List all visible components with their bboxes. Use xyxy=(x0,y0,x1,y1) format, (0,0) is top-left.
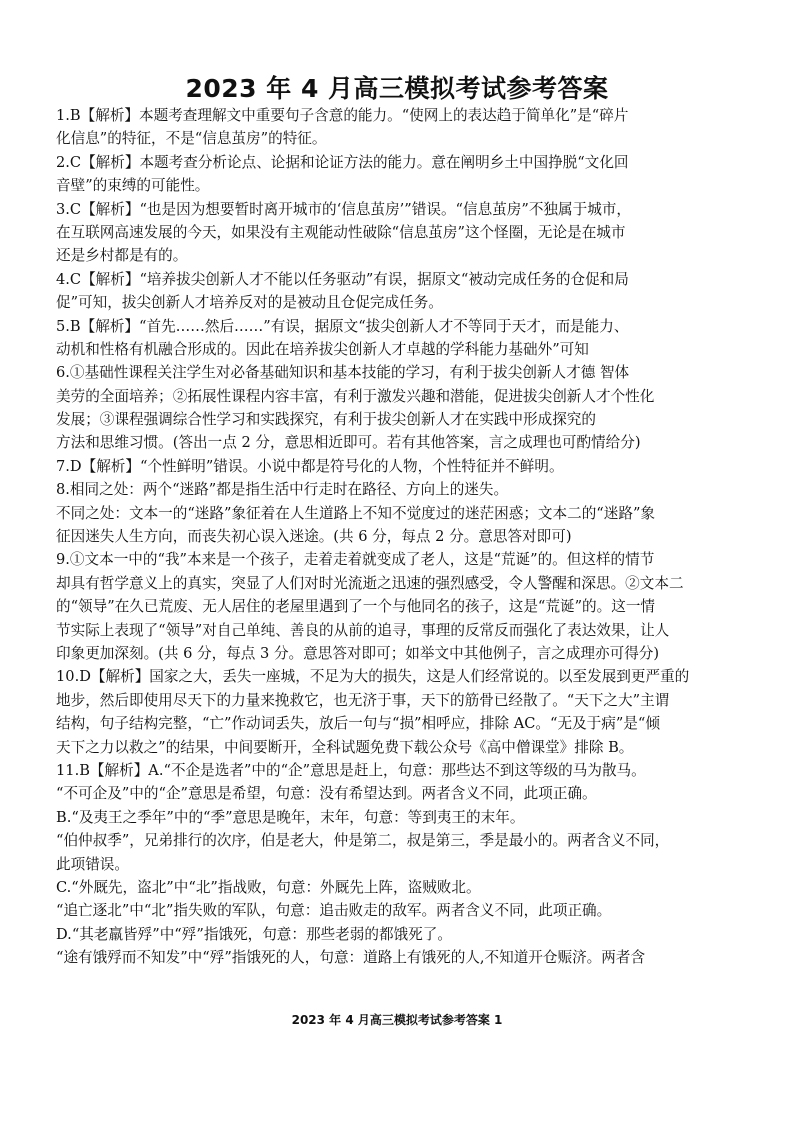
text-line: 美劳的全面培养；②拓展性课程内容丰富，有利于激发兴趣和潜能，促进拔尖创新人才个性化 xyxy=(56,387,655,405)
text-line: 发展；③课程强调综合性学习和实践探究，有利于拔尖创新人才在实践中形成探究的 xyxy=(56,411,596,429)
text-line: 动机和性格有机融合形成的。因此在培养拔尖创新人才卓越的学科能力基础外”可知 xyxy=(56,340,589,358)
text-line: 方法和思维习惯。(答出一点 2 分，意思相近即可。若有其他答案，言之成理也可酌情给分) xyxy=(56,434,641,452)
text-line: 4.C【解析】“培养拔尖创新人才不能以任务驱动”有误，据原文“被动完成任务的仓促和局 xyxy=(56,270,629,288)
text-line: “伯仲叔季”，兄弟排行的次序，伯是老大，仲是第二，叔是第三，季是最小的。两者含义不同， xyxy=(56,832,670,850)
text-line: 音壁”的束缚的可能性。 xyxy=(56,177,210,195)
text-line: 天下之力以救之”的结果，中间要断开，全科试题免费下载公众号《高中僧课堂》排除 B。 xyxy=(56,738,634,756)
text-line: 10.D【解析】国家之大，丢失一座城，不足为大的损失，这是人们经常说的。以至发展到更严重的 xyxy=(56,668,690,686)
text-line: 1.B【解析】本题考查理解文中重要句子含意的能力。“使网上的表达趋于简单化”是“碎片 xyxy=(56,107,629,124)
text-line: 却具有哲学意义上的真实，突显了人们对时光流逝之迅速的强烈感受，令人警醒和深思。②文本二 xyxy=(56,574,684,592)
text-line: 9.①文本一中的“我”本来是一个孩子，走着走着就变成了老人，这是“荒诞”的。但这样的情节 xyxy=(56,551,655,569)
text-line: 6.①基础性课程关注学生对必备基础知识和基本技能的学习，有利于拔尖创新人才德 智体 xyxy=(56,364,630,382)
text-line: D.“其老羸皆殍”中“殍”指饿死，句意：那些老弱的都饿死了。 xyxy=(56,925,452,943)
text-line: 5.B【解析】“首先……然后……”有误，据原文“拔尖创新人才不等同于天才，而是能力、 xyxy=(56,317,629,335)
text-line: “追亡逐北”中“北”指失败的军队，句意：追击败走的敌军。两者含义不同，此项正确。 xyxy=(56,902,612,920)
text-line: 不同之处：文本一的“迷路”象征着在人生道路上不知不觉度过的迷茫困惑；文本二的“迷路”象 xyxy=(56,504,656,522)
text-line: 还是乡村都是有的。 xyxy=(56,247,188,265)
text-line: 印象更加深刻。(共 6 分，每点 3 分。意思答对即可；如举文中其他例子，言之成理亦可得分) xyxy=(56,644,660,662)
text-line: 节实际上表现了“领导”对自己单纯、善良的从前的追寻，事理的反常反而强化了表达效果，让人 xyxy=(56,621,670,639)
page-footer: 2023 年 4 月高三模拟考试参考答案 1 xyxy=(291,1013,503,1027)
text-line: 结构，句子结构完整，“亡”作动词丢失，放后一句与“损”相呼应，排除 AC。“无及于病”是“倾 xyxy=(56,715,660,733)
text-line: 2.C【解析】本题考查分析论点、论据和论证方法的能力。意在阐明乡土中国挣脱“文化回 xyxy=(56,153,629,171)
text-line: 地步，然后即使用尽天下的力量来挽救它，也无济于事，天下的筋骨已经散了。“天下之大”主谓 xyxy=(56,691,670,709)
page-title: 2023 年 4 月高三模拟考试参考答案 xyxy=(185,74,609,103)
text-line: C.“外厩先，盗北”中“北”指战败，句意：外厩先上阵，盗贼败北。 xyxy=(56,878,481,896)
text-line: 7.D【解析】“个性鲜明”错误。小说中都是符号化的人物，个性特征并不鲜明。 xyxy=(56,457,564,475)
text-line: 此项错误。 xyxy=(56,855,129,873)
text-line: 征因迷失人生方向，而丧失初心误入迷途。(共 6 分，每点 2 分。意思答对即可) xyxy=(56,528,572,546)
text-line: “不可企及”中的“企”意思是希望，句意：没有希望达到。两者含义不同，此项正确。 xyxy=(56,785,597,803)
text-line: 11.B【解析】A.“不企是选者”中的“企”意思是赶上，句意：那些达不到这等级的马为散马。 xyxy=(56,761,646,779)
text-line: “途有饿殍而不知发”中“殍”指饿死的人，句意：道路上有饿死的人,不知道开仓赈济。两者含 xyxy=(56,949,646,967)
text-line: 促”可知，拔尖创新人才培养反对的是被动且仓促完成任务。 xyxy=(56,294,443,312)
answer-body xyxy=(56,104,744,969)
text-line: 化信息”的特征，不是“信息茧房”的特征。 xyxy=(56,130,327,148)
text-line: B.“及夷王之季年”中的“季”意思是晚年，末年，句意：等到夷王的末年。 xyxy=(56,808,525,826)
text-line: 3.C【解析】“也是因为想要暂时离开城市的‘信息茧房’”错误。“信息茧房”不独属于城市， xyxy=(56,200,631,218)
text-line: 的“领导”在久已荒废、无人居住的老屋里遇到了一个与他同名的孩子，这是“荒诞”的。这一情 xyxy=(56,598,656,616)
text-line: 8.相同之处：两个“迷路”都是指生活中行走时在路径、方向上的迷失。 xyxy=(56,481,509,499)
text-line: 在互联网高速发展的今天，如果没有主观能动性破除“信息茧房”这个怪圈，无论是在城市 xyxy=(56,223,626,241)
